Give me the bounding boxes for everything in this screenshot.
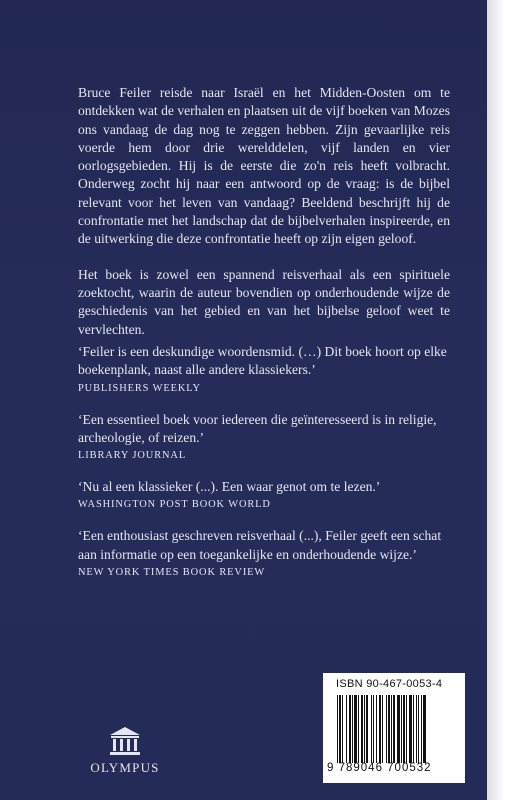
- quote-source: WASHINGTON POST BOOK WORLD: [78, 499, 271, 511]
- quote-source: NEW YORK TIMES BOOK REVIEW: [78, 567, 266, 579]
- review-quote: [78, 527, 450, 578]
- temple-columns-icon: [108, 726, 142, 756]
- quote-text: ‘Een essentieel boek voor iedereen die geïnteresseerd is in religie, archeologie, of reizen.’: [78, 411, 437, 445]
- publisher-name: OLYMPUS: [90, 760, 160, 775]
- blurb-paragraph-2: Het boek is zowel een spannend reisverhaal als een spirituele zoektocht, waarin de auteur bovendien op onderhoudende wijze de geschiedenis van het gebied en van het bijbelse geloof weet te vervlechten.: [78, 266, 450, 337]
- quote-text: ‘Feiler is een deskundige woordensmid. (…) Dit boek hoort op elke boekenplank, naast alle andere klassiekers.’: [78, 344, 447, 378]
- quote-source: PUBLISHERS WEEKLY: [78, 382, 201, 394]
- review-quote: [78, 411, 450, 462]
- review-quotes: [78, 343, 450, 595]
- quote-source: LIBRARY JOURNAL: [78, 450, 187, 462]
- quote-text: ‘Een enthousiast geschreven reisverhaal (...), Feiler geeft een schat aan informatie op een toegankelijke en onderhoudende wijze.’: [78, 528, 442, 562]
- review-quote: [78, 343, 450, 394]
- barcode-label: [323, 673, 465, 783]
- blurb-paragraph-1: Bruce Feiler reisde naar Israël en het Midden-Oosten om te ontdekken wat de verhalen en plaatsen uit de vijf boeken van Mozes ons vandaag de dag nog te zeggen hebben. Zijn gevaarlijke reis voerde hem door drie werelddelen, vijf landen en vier oorlogsgebieden. Hij is de eerste die zo'n reis heeft volbracht. Onderweg zocht hij naar een antwoord op de vraag: is de bijbel relevant voor het leven van vandaag? Beeldend beschrijft hij de confrontatie met het landschap dat de bijbelverhalen inspireerde, en de uitwerking die deze confrontatie heeft op zijn eigen geloof.: [78, 85, 450, 247]
- barcode-bars: [337, 695, 451, 763]
- publisher-logo: [90, 726, 160, 776]
- quote-text: ‘Nu al een klassieker (...). Een waar genot om te lezen.’: [78, 479, 381, 495]
- isbn-number: ISBN 90-467-0053-4: [336, 678, 443, 690]
- barcode-digits: 9 789046 700532: [327, 762, 432, 774]
- blurb: [78, 84, 450, 339]
- page-edge: [487, 0, 505, 800]
- review-quote: [78, 478, 450, 510]
